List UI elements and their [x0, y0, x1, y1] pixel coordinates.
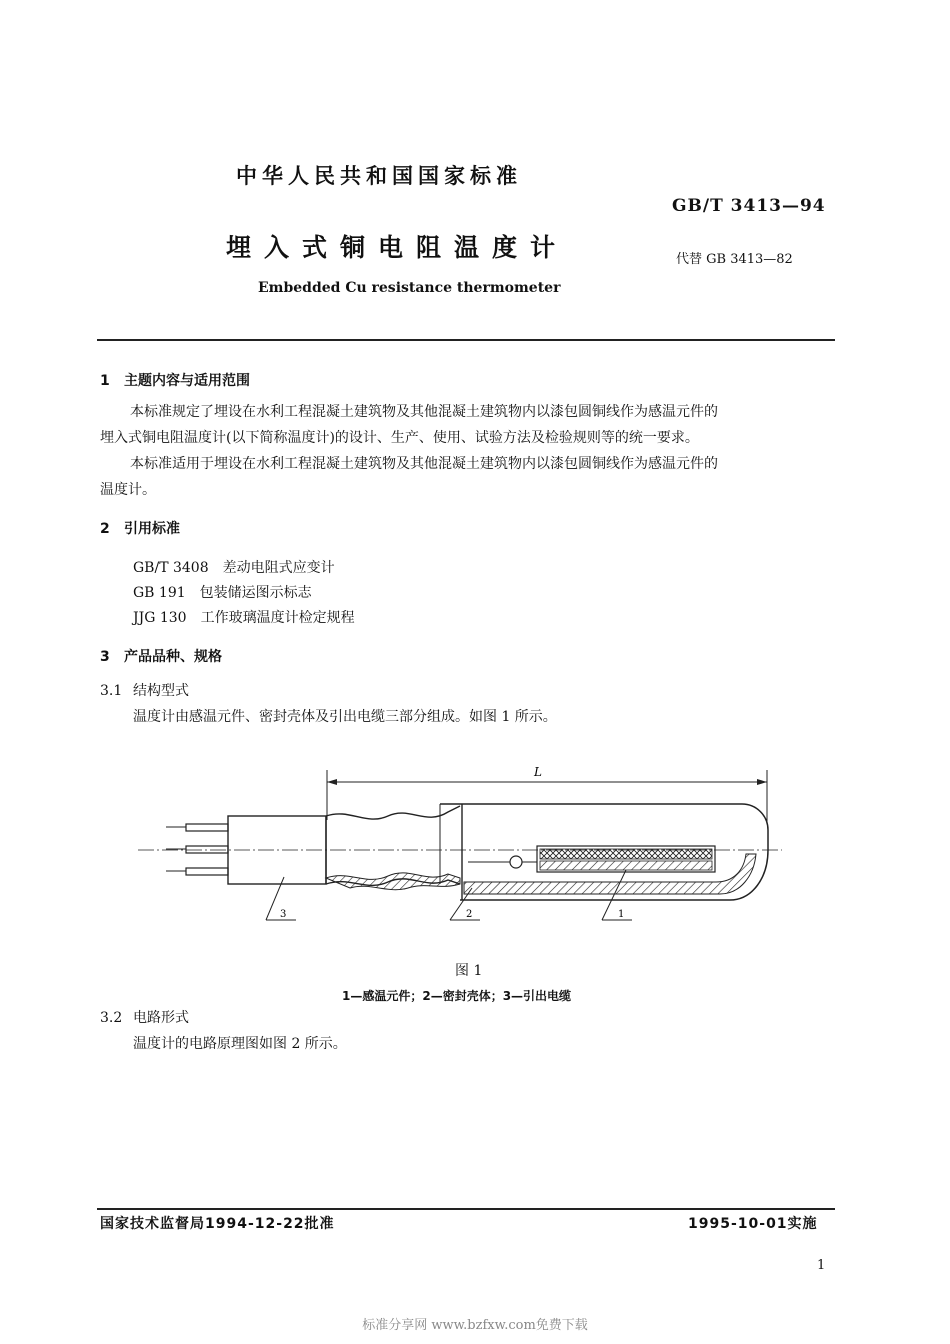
- section-2-heading: [100, 518, 180, 538]
- section-number: 2: [100, 521, 110, 537]
- section-title: 产品品种、规格: [124, 649, 222, 665]
- reference-code: JJG 130: [133, 610, 187, 626]
- section-1-body: [100, 399, 840, 503]
- reference-item: [133, 607, 355, 627]
- figure-1-drawing: [130, 760, 790, 940]
- subsection-number: 3.1: [100, 683, 123, 699]
- subsection-3-1-text: 温度计由感温元件、密封壳体及引出电缆三部分组成。如图 1 所示。: [133, 709, 557, 725]
- section-number: 3: [100, 649, 110, 665]
- footer-rule: [97, 1208, 835, 1210]
- section-number: 1: [100, 373, 110, 389]
- paragraph-line: 本标准适用于埋设在水利工程混凝土建筑物及其他混凝土建筑物内以漆包圆铜线作为感温元件的: [130, 456, 718, 472]
- reference-item: [133, 557, 335, 577]
- header-rule: [97, 339, 835, 341]
- callout-1: 1: [618, 909, 625, 920]
- reference-name: 包装储运图示标志: [199, 585, 312, 601]
- national-standard-heading: 中华人民共和国国家标准: [236, 164, 522, 188]
- figure-legend: 1—感温元件；2—密封壳体；3—引出电缆: [342, 989, 572, 1003]
- reference-code: GB/T 3408: [133, 560, 209, 576]
- replaces-standard: 代替 GB 3413—82: [676, 252, 793, 267]
- callout-2: 2: [466, 909, 473, 920]
- english-title: Embedded Cu resistance thermometer: [258, 280, 561, 296]
- subsection-3-1-heading: [100, 678, 189, 704]
- dimension-label: L: [534, 765, 542, 779]
- implementation-date: 1995-10-01实施: [688, 1216, 818, 1232]
- section-title: 主题内容与适用范围: [124, 373, 250, 389]
- reference-name: 工作玻璃温度计检定规程: [200, 610, 355, 626]
- reference-code: GB 191: [133, 585, 186, 601]
- paragraph-line: 温度计。: [100, 482, 156, 498]
- section-title: 引用标准: [124, 521, 180, 537]
- subsection-3-2-text: 温度计的电路原理图如图 2 所示。: [133, 1036, 347, 1052]
- lead-wires: [166, 824, 228, 875]
- section-1-heading: [100, 370, 250, 390]
- paragraph-line: 埋入式铜电阻温度计(以下简称温度计)的设计、生产、使用、试验方法及检验规则等的统一要求。: [100, 430, 699, 446]
- standard-number: GB/T 3413—94: [672, 196, 826, 216]
- subsection-title: 电路形式: [133, 1010, 189, 1026]
- subsection-3-2-heading: [100, 1005, 189, 1031]
- subsection-number: 3.2: [100, 1010, 123, 1026]
- paragraph-line: 本标准规定了埋设在水利工程混凝土建筑物及其他混凝土建筑物内以漆包圆铜线作为感温元件的: [130, 404, 718, 420]
- page-number: 1: [817, 1258, 826, 1273]
- callout-3: 3: [280, 909, 287, 920]
- watermark: 标准分享网 www.bzfxw.com免费下载: [362, 1318, 588, 1333]
- document-title: 埋入式铜电阻温度计: [226, 233, 569, 262]
- reference-item: [133, 582, 312, 602]
- subsection-title: 结构型式: [133, 683, 189, 699]
- figure-caption: 图 1: [455, 963, 483, 979]
- reference-name: 差动电阻式应变计: [222, 560, 335, 576]
- approval-date: 国家技术监督局1994-12-22批准: [100, 1216, 335, 1232]
- section-3-heading: [100, 646, 222, 666]
